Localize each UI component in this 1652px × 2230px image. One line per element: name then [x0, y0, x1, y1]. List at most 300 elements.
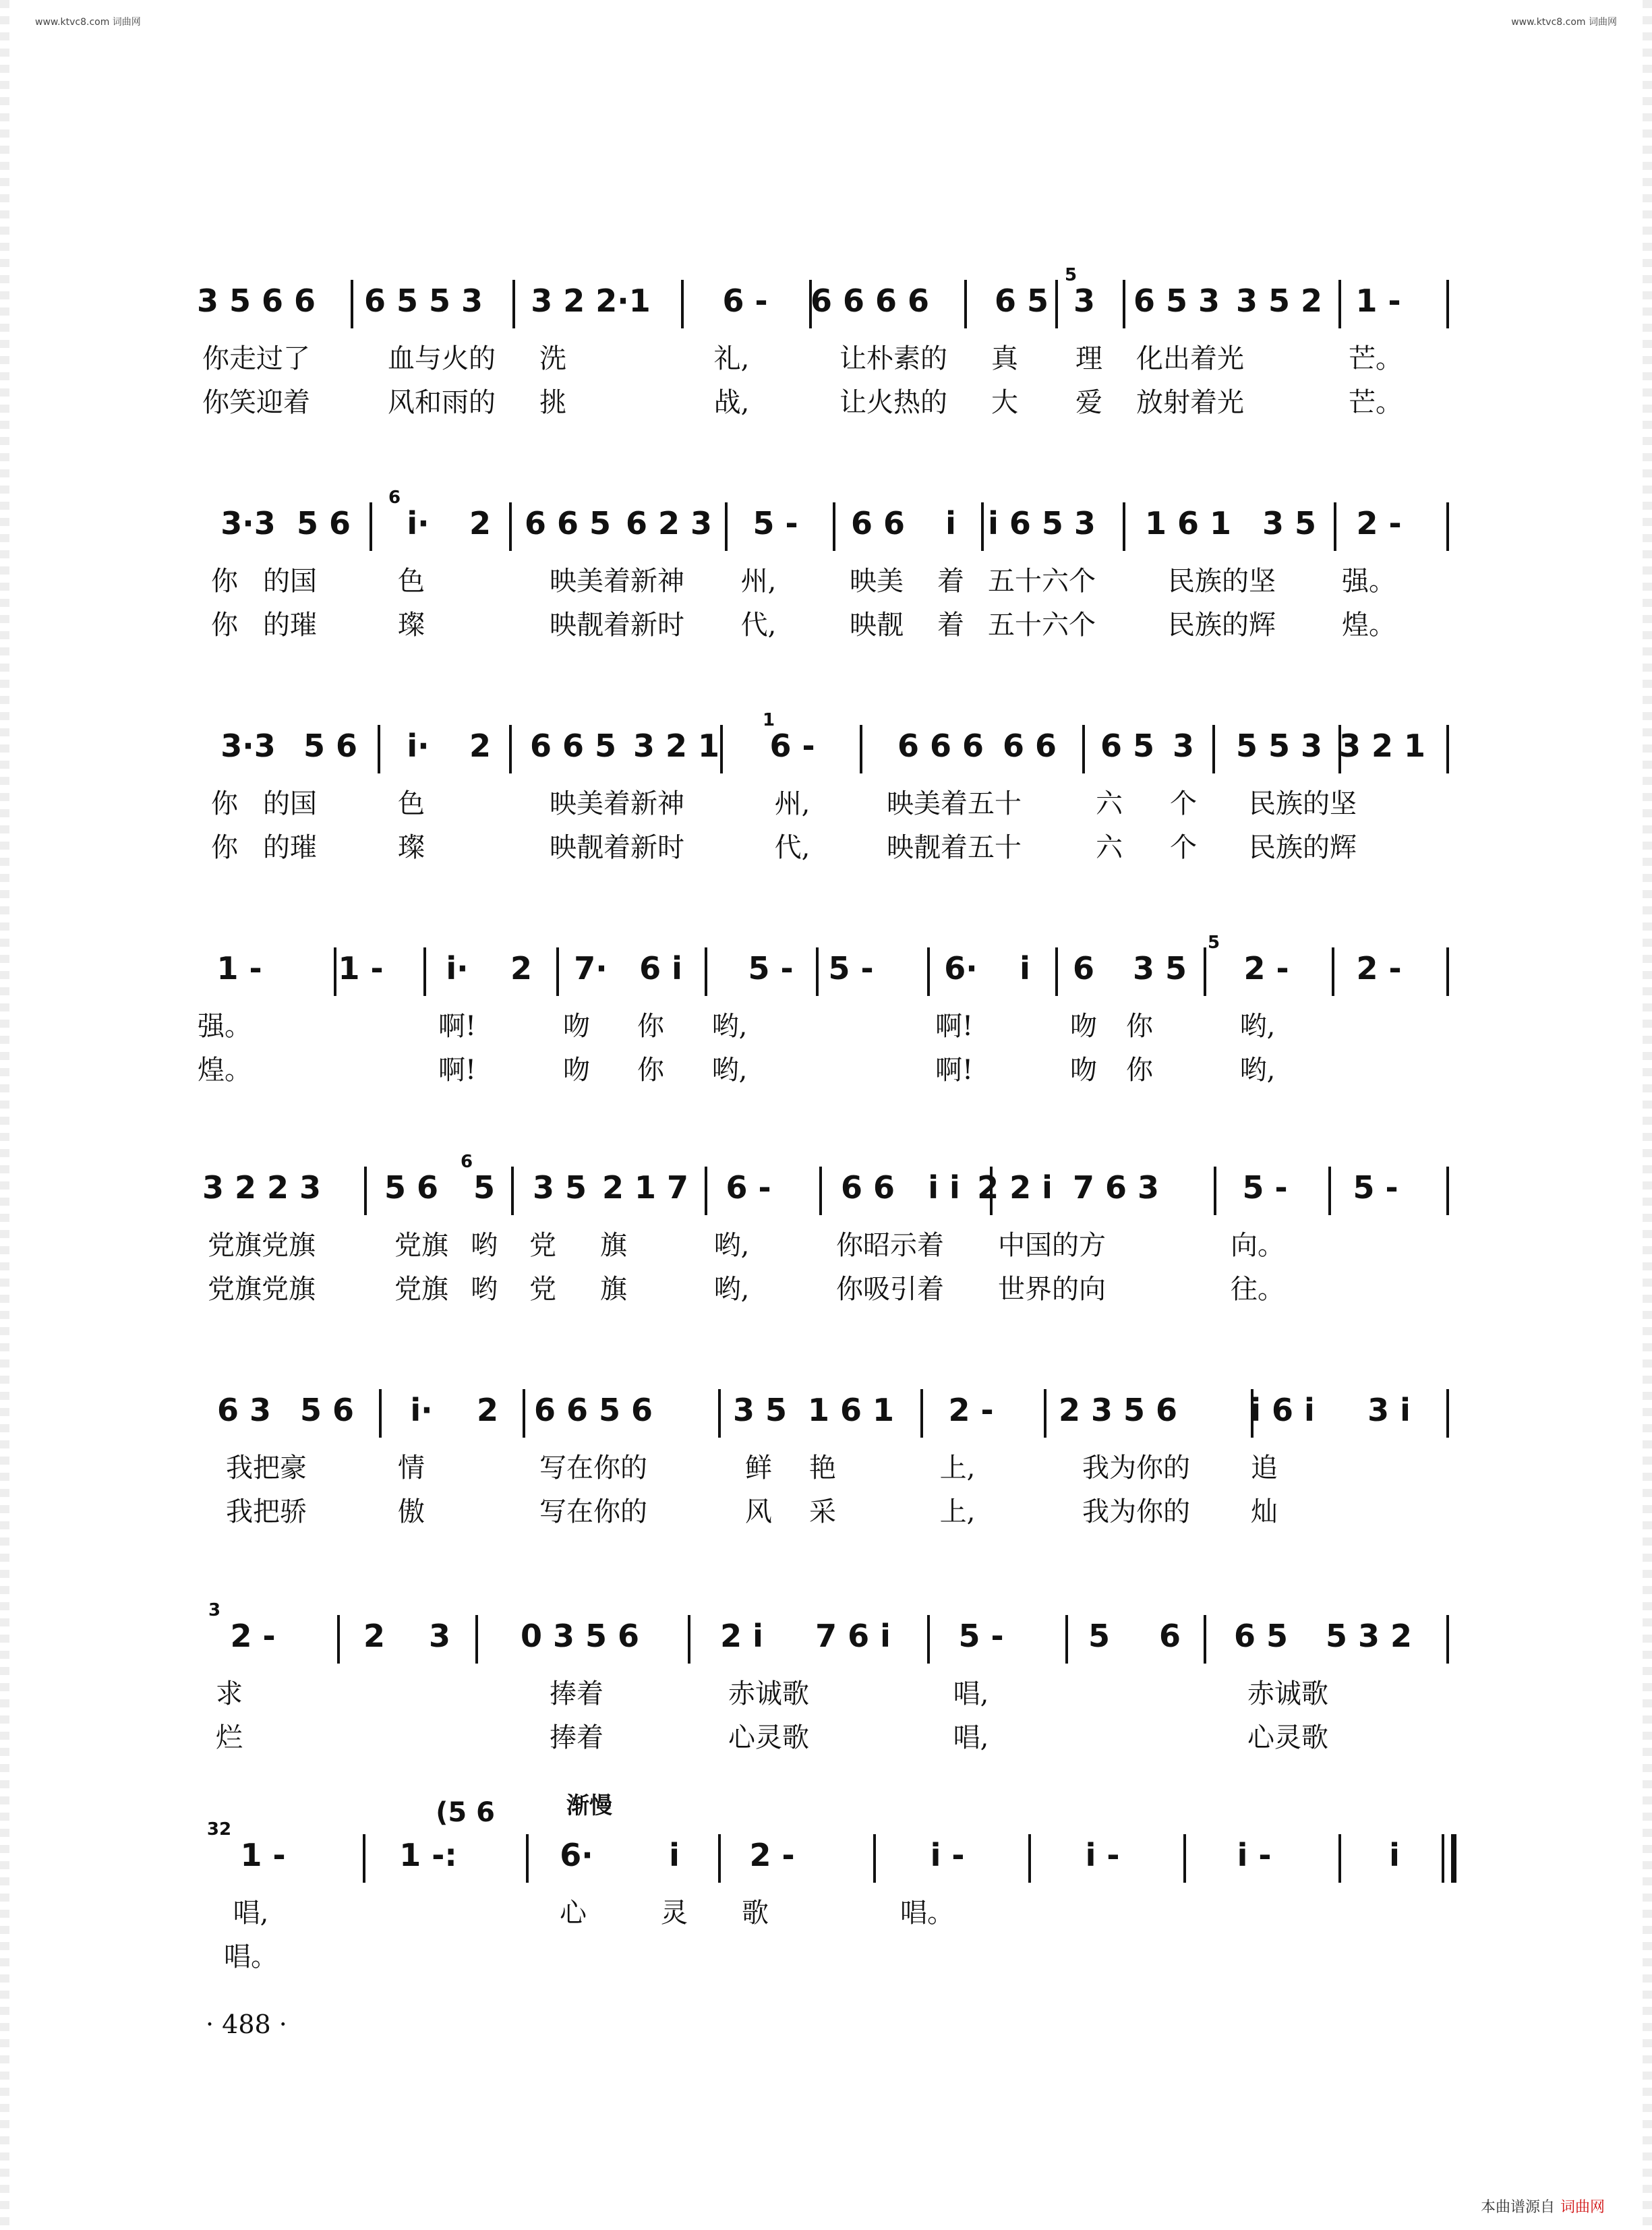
- lyric-word: 州,: [740, 566, 777, 597]
- note-group: i·: [407, 505, 430, 541]
- lyric-word: 艳: [809, 1453, 836, 1484]
- note-group: 6: [1072, 950, 1095, 987]
- note-group: 5 -: [958, 1618, 1004, 1654]
- note-group: 5 -: [1242, 1169, 1288, 1206]
- lyric-word: 个: [1170, 788, 1197, 819]
- barline: [363, 1834, 365, 1883]
- lyric-word: 你昭示着: [836, 1230, 944, 1261]
- lyric-word: 党旗党旗: [208, 1230, 316, 1261]
- lyric-word: 傲: [398, 1496, 425, 1527]
- lyric-word: 烂: [216, 1722, 243, 1753]
- note-group: 5 6: [384, 1169, 439, 1206]
- notes-line: [0, 698, 1652, 779]
- lyrics-verse-2: [0, 1049, 1652, 1096]
- barline: [681, 280, 684, 328]
- barline: [705, 947, 707, 996]
- lyrics-verse-1: [0, 782, 1652, 829]
- lyric-word: 着: [937, 566, 964, 597]
- lyric-word: 理: [1075, 343, 1102, 374]
- final-barline-thick: [1451, 1834, 1456, 1883]
- barline: [927, 947, 930, 996]
- lyric-word: 璨: [398, 610, 425, 641]
- note-group: 1 -: [216, 950, 262, 987]
- note-group: 6 6 6: [897, 728, 984, 764]
- lyric-word: 映靓: [850, 610, 904, 641]
- note-group: 2 -: [1356, 505, 1402, 541]
- barline: [1338, 280, 1341, 328]
- note-group: 3 i: [1367, 1392, 1411, 1428]
- note-group: i: [669, 1837, 680, 1873]
- lyric-word: 民族的辉: [1168, 610, 1276, 641]
- lyric-word: 捧着: [550, 1722, 603, 1753]
- note-group: 2: [510, 950, 533, 987]
- barline: [920, 1389, 923, 1438]
- lyric-word: 礼,: [713, 343, 750, 374]
- lyric-word: 民族的坚: [1168, 566, 1276, 597]
- lyric-word: 你: [637, 1011, 664, 1042]
- barline: [378, 725, 380, 773]
- note-group: 2: [476, 1392, 499, 1428]
- lyric-word: 个: [1170, 832, 1197, 863]
- note-group: i·: [407, 728, 430, 764]
- lyric-word: 你: [211, 610, 238, 641]
- note-group: 6 6: [840, 1169, 895, 1206]
- note-group: i: [1020, 950, 1030, 987]
- lyric-word: 芒。: [1349, 387, 1403, 418]
- note-group: 6 6: [1002, 728, 1057, 764]
- barline: [423, 947, 426, 996]
- lyric-word: 洗: [539, 343, 566, 374]
- note-group: i·: [410, 1392, 433, 1428]
- lyric-word: 映美着新神: [550, 566, 684, 597]
- lyric-word: 啊!: [935, 1055, 974, 1086]
- header-left-watermark: www.ktvc8.com 词曲网: [35, 17, 141, 28]
- lyric-word: 映靓着五十: [887, 832, 1022, 863]
- lyric-word: 灵: [661, 1898, 688, 1929]
- barline: [1204, 1615, 1206, 1664]
- barline: [509, 502, 512, 551]
- barline: [981, 502, 984, 551]
- lyric-word: 你走过了: [202, 343, 310, 374]
- barline: [1055, 280, 1058, 328]
- grace-note: 6: [388, 488, 401, 508]
- barline: [1123, 280, 1125, 328]
- lyric-word: 唱,: [953, 1722, 989, 1753]
- barline: [364, 1167, 367, 1215]
- lyric-word: 我为你的: [1082, 1496, 1190, 1527]
- note-group: 5 -: [753, 505, 798, 541]
- barline: [1446, 1615, 1449, 1664]
- notes-line: [0, 475, 1652, 556]
- barline: [379, 1389, 382, 1438]
- lyric-word: 心: [560, 1898, 587, 1929]
- lyric-word: 你: [211, 832, 238, 863]
- lyric-word: 挑: [539, 387, 566, 418]
- barline: [1338, 1834, 1341, 1883]
- lyric-word: 强。: [1342, 566, 1396, 597]
- lyric-word: 色: [398, 566, 425, 597]
- barline: [1065, 1615, 1068, 1664]
- barline: [1183, 1834, 1186, 1883]
- note-group: 2: [469, 728, 492, 764]
- note-group: 6: [1158, 1618, 1181, 1654]
- barline: [1044, 1389, 1046, 1438]
- lyric-word: 吻: [1070, 1055, 1097, 1086]
- barline: [816, 947, 819, 996]
- lyrics-verse-2: [0, 1490, 1652, 1537]
- note-group: 5 3 2: [1325, 1618, 1413, 1654]
- lyric-word: 往。: [1231, 1274, 1285, 1305]
- lyric-word: 唱。: [224, 1941, 278, 1972]
- note-group: 2 -: [230, 1618, 276, 1654]
- note-group: 5: [1088, 1618, 1111, 1654]
- lyric-word: 煌。: [198, 1055, 252, 1086]
- barline: [1028, 1834, 1031, 1883]
- note-group: 5 6: [299, 1392, 355, 1428]
- lyric-word: 写在你的: [539, 1496, 647, 1527]
- lyric-word: 你: [211, 566, 238, 597]
- grace-note: 5: [1207, 933, 1220, 953]
- lyric-word: 大: [991, 387, 1018, 418]
- lyrics-verse-1: [0, 1672, 1652, 1720]
- lyrics-verse-1: [0, 1446, 1652, 1494]
- lyric-word: 吻: [1070, 1011, 1097, 1042]
- barline: [1212, 725, 1215, 773]
- lyric-word: 旗: [600, 1274, 627, 1305]
- lyric-word: 色: [398, 788, 425, 819]
- lyric-word: 战,: [713, 387, 750, 418]
- note-group: 3 2 1: [1338, 728, 1426, 764]
- note-group: 3 5 6 6: [196, 283, 316, 319]
- lyric-word: 煌。: [1342, 610, 1396, 641]
- barline: [833, 502, 835, 551]
- note-group: i·: [446, 950, 469, 987]
- barline: [964, 280, 967, 328]
- note-group: 2 1 7: [601, 1169, 689, 1206]
- barline: [1214, 1167, 1216, 1215]
- lyric-word: 党旗: [394, 1274, 448, 1305]
- barline: [688, 1615, 690, 1664]
- header-right-watermark: www.ktvc8.com 词曲网: [1511, 17, 1617, 28]
- lyric-word: 代,: [774, 832, 810, 863]
- lyric-word: 鲜: [745, 1453, 772, 1484]
- barline: [1446, 947, 1449, 996]
- note-group: 6 i: [639, 950, 682, 987]
- note-group: 7 6 3: [1072, 1169, 1160, 1206]
- lyric-word: 血与火的: [388, 343, 496, 374]
- note-group: 6 -: [722, 283, 768, 319]
- note-group: 5: [473, 1169, 496, 1206]
- lyric-word: 我把骄: [226, 1496, 307, 1527]
- barline: [526, 1834, 529, 1883]
- lyric-word: 写在你的: [539, 1453, 647, 1484]
- note-group: 5 6: [296, 505, 351, 541]
- barline: [819, 1167, 822, 1215]
- note-group: i: [1389, 1837, 1400, 1873]
- note-group: 3 5: [532, 1169, 587, 1206]
- lyric-word: 璨: [398, 832, 425, 863]
- barline: [1446, 502, 1449, 551]
- barline: [334, 947, 336, 996]
- note-group: 5 5 3: [1235, 728, 1323, 764]
- note-group: 1 6 1: [807, 1392, 895, 1428]
- grace-note: 32: [206, 1819, 232, 1840]
- lyrics-verse-2: [0, 1716, 1652, 1763]
- note-group: 3·3: [220, 728, 276, 764]
- lyric-word: 心灵歌: [728, 1722, 809, 1753]
- lyric-word: 哟,: [1239, 1011, 1276, 1042]
- notes-line: [0, 1362, 1652, 1443]
- lyric-word: 啊!: [438, 1055, 477, 1086]
- lyrics-verse-1: [0, 1224, 1652, 1271]
- lyric-word: 你: [1126, 1055, 1153, 1086]
- note-group: i i: [928, 1169, 960, 1206]
- note-group: 2 -: [749, 1837, 795, 1873]
- note-group: i: [945, 505, 956, 541]
- lyric-word: 风: [745, 1496, 772, 1527]
- lyric-word: 哟,: [713, 1274, 750, 1305]
- barline: [512, 280, 515, 328]
- barline: [523, 1389, 525, 1438]
- lyric-word: 强。: [198, 1011, 252, 1042]
- lyrics-verse-2: [0, 381, 1652, 428]
- barline: [1123, 502, 1125, 551]
- note-group: 5 -: [828, 950, 874, 987]
- barline: [351, 280, 353, 328]
- page-number: · 488 ·: [206, 2009, 287, 2039]
- note-group: 2: [469, 505, 492, 541]
- lyric-word: 让朴素的: [839, 343, 947, 374]
- note-group: i -: [1085, 1837, 1120, 1873]
- lyric-word: 旗: [600, 1230, 627, 1261]
- lyric-word: 哟,: [711, 1011, 748, 1042]
- lyric-word: 五十六个: [988, 566, 1096, 597]
- lyric-word: 的国: [263, 788, 317, 819]
- barline: [860, 725, 862, 773]
- lyric-word: 党旗: [394, 1230, 448, 1261]
- lyric-word: 赤诚歌: [728, 1678, 809, 1709]
- lyric-word: 着: [937, 610, 964, 641]
- lyric-word: 五十六个: [988, 610, 1096, 641]
- note-group: 6 6 6 6: [810, 283, 930, 319]
- note-group: 6 6: [850, 505, 906, 541]
- barline: [718, 1389, 721, 1438]
- note-group: 3 5: [732, 1392, 788, 1428]
- note-group: 6 6 5 6: [533, 1392, 653, 1428]
- footer: [1481, 2196, 1605, 2217]
- note-group: 6 5: [1233, 1618, 1289, 1654]
- note-group: i -: [1237, 1837, 1272, 1873]
- barline: [1446, 280, 1449, 328]
- note-group: 0 3 5 6: [520, 1618, 640, 1654]
- lyric-word: 哟,: [711, 1055, 748, 1086]
- lyric-word: 的璀: [263, 610, 317, 641]
- barline: [1055, 947, 1058, 996]
- note-group: 6 -: [726, 1169, 771, 1206]
- note-group: 2: [363, 1618, 386, 1654]
- lyrics-verse-2: [0, 604, 1652, 651]
- lyrics-verse-1: [0, 1005, 1652, 1052]
- lyric-word: 你: [637, 1055, 664, 1086]
- note-group: 3 2 2·1: [531, 283, 651, 319]
- note-group: 2 -: [1356, 950, 1402, 987]
- note-group: 6 3: [216, 1392, 272, 1428]
- lyric-word: 哟,: [713, 1230, 750, 1261]
- lyric-word: 世界的向: [998, 1274, 1106, 1305]
- barline: [1082, 725, 1085, 773]
- lyric-word: 映靓着新时: [550, 832, 684, 863]
- lyric-word: 情: [398, 1453, 425, 1484]
- lyric-word: 唱,: [953, 1678, 989, 1709]
- lyric-word: 你: [211, 788, 238, 819]
- note-group: 3 5: [1132, 950, 1187, 987]
- note-group: 2 3 5 6: [1058, 1392, 1178, 1428]
- note-group: 3: [428, 1618, 451, 1654]
- note-group: 7 6 i: [815, 1618, 891, 1654]
- lyric-word: 的国: [263, 566, 317, 597]
- note-group: 6 5: [1100, 728, 1155, 764]
- lyric-word: 州,: [774, 788, 810, 819]
- lyric-word: 灿: [1251, 1496, 1278, 1527]
- lyric-word: 啊!: [935, 1011, 974, 1042]
- lyrics-verse-2: [0, 1268, 1652, 1315]
- lyric-word: 赤诚歌: [1247, 1678, 1328, 1709]
- lyric-word: 民族的坚: [1249, 788, 1357, 819]
- lyric-word: 映靓着新时: [550, 610, 684, 641]
- notes-line: [0, 920, 1652, 1001]
- lyric-word: 映美: [850, 566, 904, 597]
- lyric-word: 捧着: [550, 1678, 603, 1709]
- lyric-word: 化出着光: [1136, 343, 1244, 374]
- barline: [1446, 725, 1449, 773]
- note-group: 6·: [560, 1837, 593, 1873]
- note-group: 6 5 5 3: [363, 283, 483, 319]
- lyric-word: 民族的辉: [1249, 832, 1357, 863]
- note-group: 6 5: [994, 283, 1049, 319]
- tempo-mark: 渐慢: [566, 1792, 612, 1819]
- lyric-word: 映美着五十: [887, 788, 1022, 819]
- note-group: 7·: [574, 950, 608, 987]
- note-group: 3 2 2 3: [202, 1169, 322, 1206]
- note-group: 6 6 5: [529, 728, 617, 764]
- lyrics-verse-2: [0, 1935, 1652, 1983]
- lyric-word: 芒。: [1349, 343, 1403, 374]
- lyric-word: 你: [1126, 1011, 1153, 1042]
- final-barline-thin: [1442, 1834, 1444, 1883]
- footer-brand: 词曲网: [1560, 2199, 1605, 2216]
- lyric-word: 向。: [1231, 1230, 1285, 1261]
- barline: [1334, 502, 1336, 551]
- lyric-word: 歌: [742, 1898, 769, 1929]
- note-group: 2 -: [1243, 950, 1289, 987]
- grace-note: 6: [460, 1152, 473, 1172]
- lyric-word: 的璀: [263, 832, 317, 863]
- note-group: 2 -: [948, 1392, 994, 1428]
- lyric-word: 党: [529, 1230, 556, 1261]
- lyric-word: 唱,: [233, 1898, 269, 1929]
- barline: [370, 502, 372, 551]
- note-group: i 6 5 3: [988, 505, 1096, 541]
- barline: [725, 502, 728, 551]
- barline: [337, 1615, 340, 1664]
- lyric-word: 吻: [563, 1011, 590, 1042]
- lyrics-verse-1: [0, 560, 1652, 607]
- notes-line: [0, 1588, 1652, 1669]
- lyric-word: 爱: [1075, 387, 1102, 418]
- barline: [1328, 1167, 1331, 1215]
- grace-note: 5: [1064, 265, 1078, 285]
- lyrics-verse-2: [0, 826, 1652, 873]
- note-group: 2 2 i: [977, 1169, 1053, 1206]
- lyric-word: 心灵歌: [1247, 1722, 1328, 1753]
- lyric-word: 上,: [939, 1496, 976, 1527]
- lyrics-verse-1: [0, 1891, 1652, 1939]
- lyric-word: 哟,: [1239, 1055, 1276, 1086]
- lyric-word: 党: [529, 1274, 556, 1305]
- lyrics-verse-1: [0, 337, 1652, 384]
- lyric-word: 哟: [471, 1274, 498, 1305]
- notes-line: [0, 253, 1652, 334]
- lyric-word: 中国的方: [998, 1230, 1106, 1261]
- lyric-word: 你吸引着: [836, 1274, 944, 1305]
- lyric-word: 哟: [471, 1230, 498, 1261]
- footer-source: 本曲谱源自: [1480, 2199, 1555, 2216]
- note-group: 5 -: [748, 950, 794, 987]
- note-group: 3: [1172, 728, 1195, 764]
- barline: [511, 1167, 514, 1215]
- lyric-word: 上,: [939, 1453, 976, 1484]
- note-group: i -: [930, 1837, 965, 1873]
- lyric-word: 六: [1096, 832, 1123, 863]
- lyric-word: 我为你的: [1082, 1453, 1190, 1484]
- lyric-word: 六: [1096, 788, 1123, 819]
- note-group: 3 2 1: [632, 728, 720, 764]
- note-group: 3: [1073, 283, 1096, 319]
- barline: [720, 725, 723, 773]
- lyric-word: 唱。: [900, 1898, 954, 1929]
- barline: [1446, 1167, 1449, 1215]
- note-group: 3 5: [1262, 505, 1317, 541]
- lyric-word: 我把豪: [226, 1453, 307, 1484]
- barline: [475, 1615, 478, 1664]
- note-group: 6·: [944, 950, 978, 987]
- lyric-word: 啊!: [438, 1011, 477, 1042]
- lyric-word: 放射着光: [1136, 387, 1244, 418]
- lyric-word: 代,: [740, 610, 777, 641]
- note-group: 1 -: [240, 1837, 286, 1873]
- barline: [1446, 1389, 1449, 1438]
- barline: [509, 725, 512, 773]
- barline: [1332, 947, 1334, 996]
- note-group: 6 6 5: [524, 505, 612, 541]
- note-group: i 6 i: [1250, 1392, 1315, 1428]
- note-group: 2 i: [720, 1618, 763, 1654]
- grace-note: 3: [208, 1600, 221, 1620]
- note-group: 3·3: [220, 505, 276, 541]
- barline: [873, 1834, 876, 1883]
- lyric-word: 采: [809, 1496, 836, 1527]
- barline: [927, 1615, 930, 1664]
- barline: [705, 1167, 707, 1215]
- note-group: 1 -: [1355, 283, 1401, 319]
- grace-note: 1: [762, 710, 775, 730]
- note-group: 1 -: [338, 950, 384, 987]
- lyric-word: 吻: [563, 1055, 590, 1086]
- note-group: 5 6: [303, 728, 358, 764]
- note-group: 1 -:: [399, 1837, 457, 1873]
- lyric-word: 你笑迎着: [202, 387, 310, 418]
- barline: [556, 947, 559, 996]
